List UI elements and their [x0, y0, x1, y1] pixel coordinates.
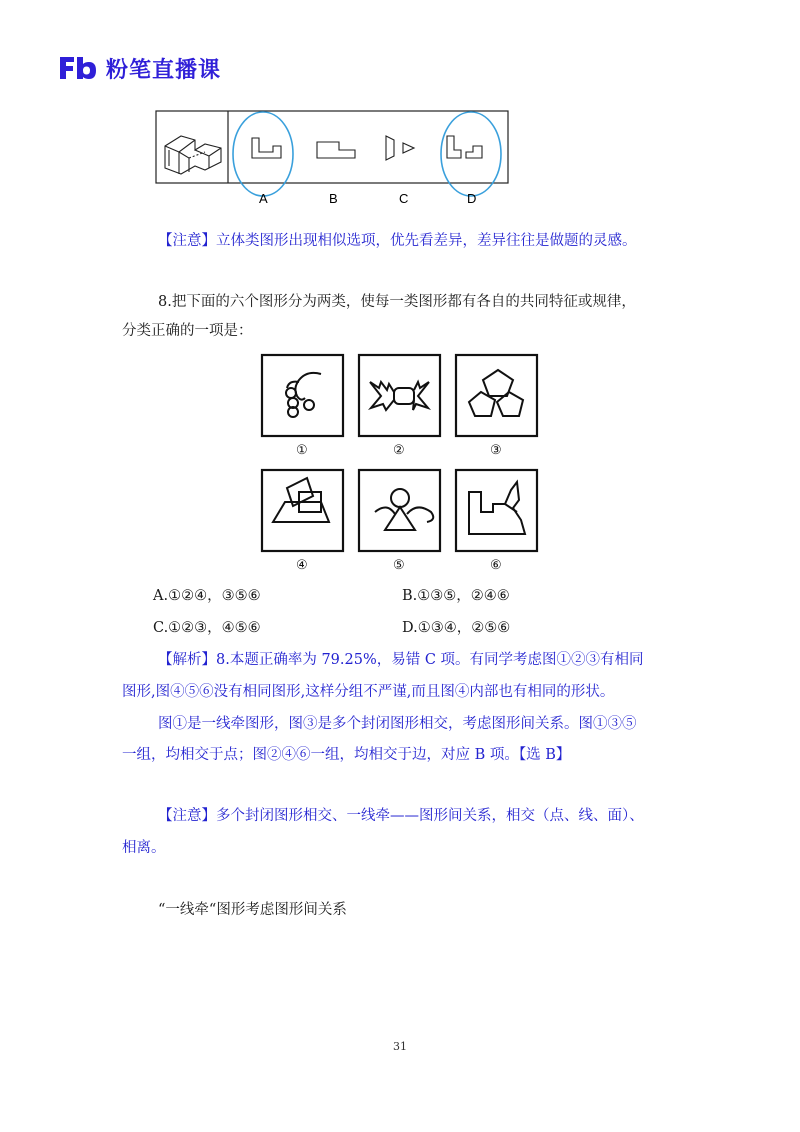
- option-d-label: D: [467, 191, 477, 206]
- figure-label-3: ③: [490, 442, 502, 457]
- option-c: C.①②③，④⑤⑥: [153, 620, 261, 636]
- option-b-label: B: [329, 191, 338, 206]
- page-number: 31: [393, 1040, 407, 1053]
- figure-label-1: ①: [296, 442, 308, 457]
- note-2-line-1: 【注意】多个封闭图形相交、一线牵——图形间关系，相交（点、线、面）、: [158, 808, 644, 824]
- option-a-shape-icon: [252, 138, 281, 158]
- question7-figure: [155, 110, 515, 210]
- question8-figures: [255, 352, 545, 580]
- figure-label-5: ⑤: [393, 557, 405, 572]
- figure-label-4: ④: [296, 557, 308, 572]
- analysis-line-2: 图形,图④⑤⑥没有相同图形,这样分组不严谨,而且图④内部也有相同的形状。: [122, 684, 615, 700]
- option-d-shape-icon: [447, 136, 482, 158]
- option-c-shape-icon: [386, 136, 414, 160]
- option-a: A.①②④，③⑤⑥: [153, 588, 261, 604]
- cube-figure-icon: [165, 136, 221, 174]
- figure-label-6: ⑥: [490, 557, 502, 572]
- brand-name: 粉笔直播课: [106, 57, 222, 83]
- figure-3-icon: [469, 370, 523, 416]
- option-a-label: A: [259, 191, 268, 206]
- question-8-line-1: 8.把下面的六个图形分为两类，使每一类图形都有各自的共同特征或规律，: [158, 294, 636, 310]
- option-d: D.①③④，②⑤⑥: [402, 620, 511, 636]
- figure-label-2: ②: [393, 442, 405, 457]
- figure-4-icon: [273, 478, 329, 522]
- option-b-shape-icon: [317, 142, 355, 158]
- fb-logo-icon: [58, 55, 98, 81]
- footer-note: “一线牵“图形考虑图形间关系: [158, 902, 347, 918]
- figure-2-icon: [370, 382, 429, 410]
- figure-6-icon: [469, 482, 525, 534]
- note-1: 【注意】立体类图形出现相似选项，优先看差异，差异往往是做题的灵感。: [158, 233, 637, 249]
- brand-logo: [58, 50, 221, 86]
- analysis-line-1: 【解析】8.本题正确率为 79.25%，易错 C 项。有同学考虑图①②③有相同: [158, 652, 644, 668]
- option-c-label: C: [399, 191, 409, 206]
- analysis-line-3: 图①是一线牵图形，图③是多个封闭图形相交，考虑图形间关系。图①③⑤: [158, 716, 637, 732]
- analysis-line-4: 一组，均相交于点；图②④⑥一组，均相交于边，对应 B 项。【选 B】: [122, 747, 571, 763]
- figure-5-icon: [375, 489, 433, 530]
- question-8-line-2: 分类正确的一项是：: [122, 323, 253, 339]
- figure-1-icon: [286, 373, 321, 417]
- note-2-line-2: 相离。: [122, 840, 166, 856]
- option-b: B.①③⑤，②④⑥: [402, 588, 510, 604]
